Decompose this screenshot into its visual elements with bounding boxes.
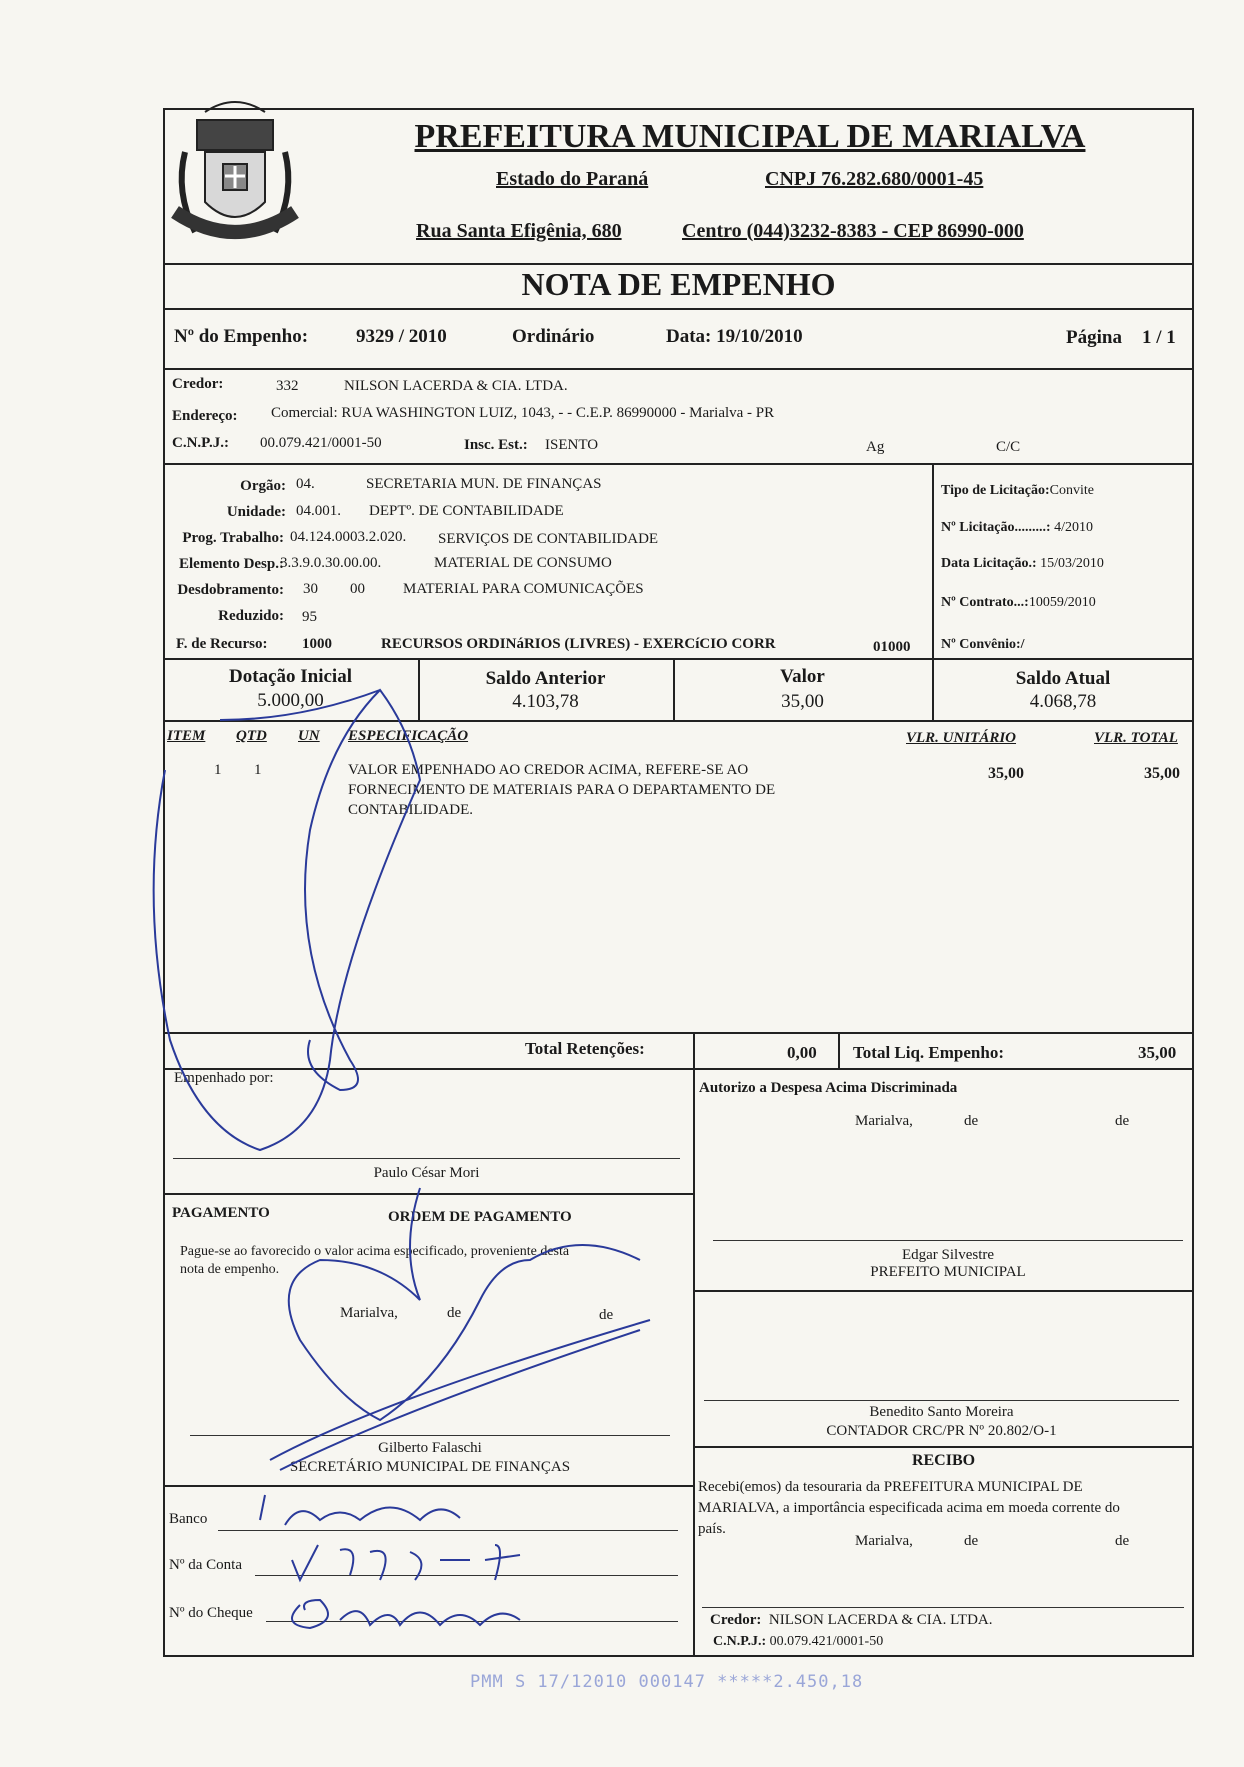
empenhado-label: Empenhado por: [174,1070,274,1086]
col-un: UN [298,728,320,744]
pagamento-text2: nota de empenho. [180,1262,280,1277]
secretario-role: SECRETÁRIO MUNICIPAL DE FINANÇAS [289,1459,571,1475]
orgao-code: 04. [296,476,315,492]
recibo-de2: de [1115,1533,1130,1549]
dotacao-label: Dotação Inicial [229,666,352,687]
desdobramento-code1: 30 [303,581,318,597]
total-liq-value: 35,00 [1138,1043,1177,1062]
contrato-label: Nº Contrato...: [941,595,1029,610]
doc-title: NOTA DE EMPENHO [521,266,836,302]
contrato [941,595,1096,611]
valor-value: 35,00 [781,691,824,712]
credor-insc: ISENTO [545,437,599,453]
item-desc-line2: FORNECIMENTO DE MATERIAIS PARA O DEPARTAMENTO DE [348,782,776,798]
state-label: Estado do Paraná [496,168,649,190]
orgao-name: SECRETARIA MUN. DE FINANÇAS [366,476,602,492]
reduzido-label: Reduzido: [218,608,284,624]
cheque-label: Nº do Cheque [169,1605,253,1621]
address-label: Rua Santa Efigênia, 680 [416,220,622,242]
item-qtd: 1 [254,762,262,778]
divider [163,658,1194,660]
signature-line [713,1240,1183,1241]
col-especificacao: ESPECIFICAÇÃO [348,728,469,744]
elemento-name: MATERIAL DE CONSUMO [434,555,612,571]
contact-label: Centro (044)3232-8383 - CEP 86990-000 [682,220,1024,242]
recibo-credor-label: Credor: [710,1612,762,1628]
tipo-licitacao [941,483,1094,499]
recurso-name: RECURSOS ORDINáRIOS (LIVRES) - EXERCíCIO CORR [381,636,776,652]
divider [693,1032,695,1068]
divider [693,1446,1194,1448]
item-unit-value: 35,00 [988,765,1024,782]
col-vlr-unitario: VLR. UNITÁRIO [906,730,1017,746]
divider [163,720,1194,722]
total-retencoes-value: 0,00 [787,1043,817,1062]
ordem-pagamento-label: ORDEM DE PAGAMENTO [388,1209,572,1225]
recibo-credor-name: NILSON LACERDA & CIA. LTDA. [768,1612,993,1628]
item-total-value: 35,00 [1144,765,1180,782]
empenho-number: 9329 / 2010 [356,326,447,347]
tipo-licitacao-value: Convite [1049,483,1094,498]
prefeito-name: Edgar Silvestre [901,1247,995,1263]
recurso-code2: 01000 [873,639,911,655]
prog-code: 04.124.0003.2.020. [290,529,407,545]
recibo-label: RECIBO [911,1452,976,1469]
autorizo-place: Marialva, [855,1113,913,1129]
recibo-place: Marialva, [855,1533,913,1549]
num-licitacao [941,520,1093,536]
num-licitacao-value: 4/2010 [1054,520,1093,535]
reduzido-value: 95 [302,609,317,625]
divider [163,308,1194,310]
dotacao-value: 5.000,00 [257,690,324,711]
signature-line [702,1607,1184,1608]
autorizo-de2: de [1115,1113,1130,1129]
prog-label: Prog. Trabalho: [182,530,284,546]
cc-label: C/C [996,439,1021,455]
saldo-atual-label: Saldo Atual [1015,668,1111,689]
empenho-type: Ordinário [512,326,595,347]
recibo-cnpj-label: C.N.P.J.: [713,1634,767,1649]
credor-code: 332 [276,378,299,394]
prog-name: SERVIÇOS DE CONTABILIDADE [438,531,659,547]
divider [932,463,934,658]
cnpj-header: CNPJ 76.282.680/0001-45 [765,168,984,190]
recibo-de1: de [964,1533,979,1549]
unidade-label: Unidade: [226,504,286,520]
recurso-code: 1000 [302,636,332,652]
credor-cnpj: 00.079.421/0001-50 [260,435,382,451]
pagamento-text1: Pague-se ao favorecido o valor acima especificado, proveniente desta [180,1244,570,1259]
col-item: ITEM [167,728,206,744]
signature-line [704,1400,1179,1401]
autorizo-de1: de [964,1113,979,1129]
saldo-anterior-value: 4.103,78 [512,691,579,712]
empenho-date: Data: 19/10/2010 [666,326,803,347]
col-qtd: QTD [236,728,267,744]
conta-field-line [255,1575,678,1576]
empenhado-name: Paulo César Mori [373,1165,480,1181]
divider [163,1193,693,1195]
divider [693,1068,695,1657]
convenio-label: Nº Convênio:/ [941,637,1025,652]
cnpj-label: C.N.P.J.: [172,435,229,451]
conta-label: Nº da Conta [169,1557,242,1573]
pagamento-label: PAGAMENTO [172,1205,270,1221]
banco-field-line [218,1530,678,1531]
credor-address: Comercial: RUA WASHINGTON LUIZ, 1043, - - C.E.P. 86990000 - Marialva - PR [271,405,775,421]
empenho-label: Nº do Empenho: [174,326,309,347]
num-licitacao-label: Nº Licitação.........: [941,520,1051,535]
divider [163,368,1194,370]
recibo-text3: país. [698,1521,726,1537]
signature-line [173,1158,680,1159]
ag-label: Ag [866,439,885,455]
contrato-value: 10059/2010 [1028,595,1096,610]
signature-line [190,1435,670,1436]
autorizo-label: Autorizo a Despesa Acima Discriminada [699,1080,958,1096]
page-label: Página [1066,327,1122,348]
data-licitacao-label: Data Licitação.: [941,556,1037,571]
recurso-label: F. de Recurso: [176,636,268,652]
pagamento-place: Marialva, [340,1305,398,1321]
secretario-name: Gilberto Falaschi [378,1440,482,1456]
elemento-code: 3.3.9.0.30.00.00. [280,555,382,571]
recibo-credor [710,1612,993,1629]
data-licitacao-value: 15/03/2010 [1040,556,1104,571]
recibo-text1: Recebi(emos) da tesouraria da PREFEITURA MUNICIPAL DE [698,1479,1083,1495]
col-vlr-total: VLR. TOTAL [1094,730,1178,746]
cheque-field-line [266,1621,678,1622]
divider [163,1068,1194,1070]
desdobramento-name: MATERIAL PARA COMUNICAÇÕES [403,581,644,597]
unidade-code: 04.001. [296,503,341,519]
saldo-atual-value: 4.068,78 [1029,691,1097,712]
divider [163,1032,1194,1034]
recibo-cnpj-value: 00.079.421/0001-50 [769,1634,884,1649]
divider [163,1485,693,1487]
desdobramento-label: Desdobramento: [177,582,284,598]
municipality-title: PREFEITURA MUNICIPAL DE MARIALVA [414,118,1086,155]
divider [163,263,1194,265]
page-number: 1 / 1 [1142,327,1176,348]
coat-of-arms-logo [165,92,305,262]
contador-role: CONTADOR CRC/PR Nº 20.802/O-1 [826,1423,1057,1439]
orgao-label: Orgão: [240,478,286,494]
recibo-cnpj [713,1634,883,1650]
pagamento-de2: de [599,1307,614,1323]
divider [693,1290,1194,1292]
data-licitacao [941,556,1104,572]
desdobramento-code2: 00 [350,581,365,597]
valor-label: Valor [780,666,825,687]
item-desc-line1: VALOR EMPENHADO AO CREDOR ACIMA, REFERE-SE AO [348,762,749,778]
contador-name: Benedito Santo Moreira [869,1404,1014,1420]
total-liq-label: Total Liq. Empenho: [853,1043,1004,1062]
elemento-label: Elemento Desp.: [179,556,284,572]
unidade-name: DEPTº. DE CONTABILIDADE [369,503,564,519]
credor-label: Credor: [172,376,224,392]
endereco-label: Endereço: [172,408,238,424]
divider [838,1032,840,1068]
saldo-anterior-label: Saldo Anterior [485,668,606,689]
divider [163,463,1194,465]
tesouraria-stamp: PMM S 17/12010 000147 *****2.450,18 [470,1672,864,1692]
credor-name: NILSON LACERDA & CIA. LTDA. [344,378,568,394]
insc-label: Insc. Est.: [464,437,528,453]
prefeito-role: PREFEITO MUNICIPAL [870,1264,1026,1280]
total-retencoes-label: Total Retenções: [525,1039,645,1058]
recibo-text2: MARIALVA, a importância especificada acima em moeda corrente do [698,1500,1120,1516]
tipo-licitacao-label: Tipo de Licitação: [941,483,1050,498]
pagamento-de1: de [447,1305,462,1321]
item-number: 1 [214,762,222,778]
item-desc-line3: CONTABILIDADE. [348,802,474,818]
banco-label: Banco [169,1511,208,1527]
